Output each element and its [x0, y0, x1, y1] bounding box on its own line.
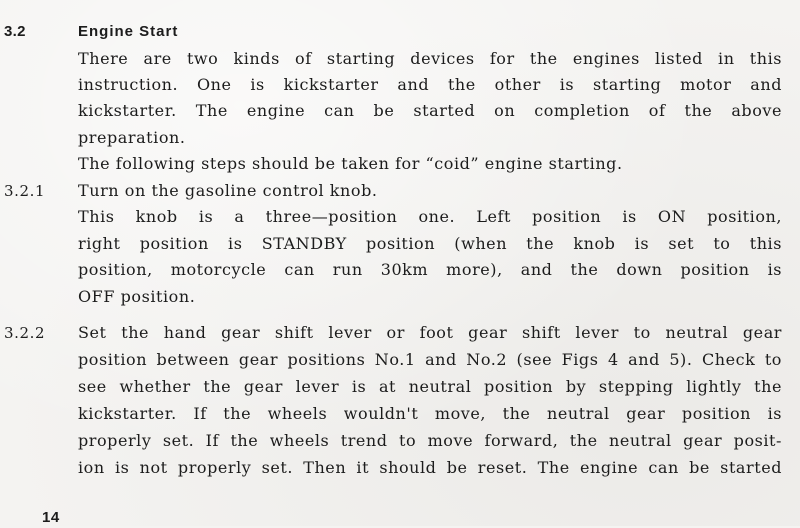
- step-line: kickstarter. If the wheels wouldn't move, the neutral gear position is: [78, 404, 782, 423]
- step-line: This knob is a three—position one. Left position is ON position,: [78, 207, 782, 226]
- intro-line: kickstarter. The engine can be started on completion of the above: [78, 101, 782, 120]
- intro-line: The following steps should be taken for “coid” engine starting.: [78, 154, 623, 173]
- step-line: ion is not properly set. Then it should be reset. The engine can be started: [78, 458, 782, 477]
- page-number: 14: [42, 509, 60, 526]
- intro-line: There are two kinds of starting devices for the engines listed in this: [78, 49, 782, 68]
- step-line: properly set. If the wheels trend to move forward, the neutral gear posit-: [78, 431, 782, 450]
- step-line: position, motorcycle can run 30km more), and the down position is: [78, 260, 782, 279]
- step-number: 3.2.2: [4, 324, 46, 342]
- step-line: position between gear positions No.1 and No.2 (see Figs 4 and 5). Check to: [78, 350, 782, 369]
- step-number: 3.2.1: [4, 182, 46, 200]
- section-number: 3.2: [4, 23, 26, 40]
- step-line: OFF position.: [78, 287, 196, 306]
- step-line: right position is STANDBY position (when the knob is set to this: [78, 234, 782, 253]
- intro-line: instruction. One is kickstarter and the other is starting motor and: [78, 75, 782, 94]
- step-line: Set the hand gear shift lever or foot gear shift lever to neutral gear: [78, 323, 782, 342]
- step-line: Turn on the gasoline control knob.: [78, 181, 378, 200]
- section-title: Engine Start: [78, 23, 179, 40]
- intro-line: preparation.: [78, 128, 186, 147]
- step-line: see whether the gear lever is at neutral position by stepping lightly the: [78, 377, 782, 396]
